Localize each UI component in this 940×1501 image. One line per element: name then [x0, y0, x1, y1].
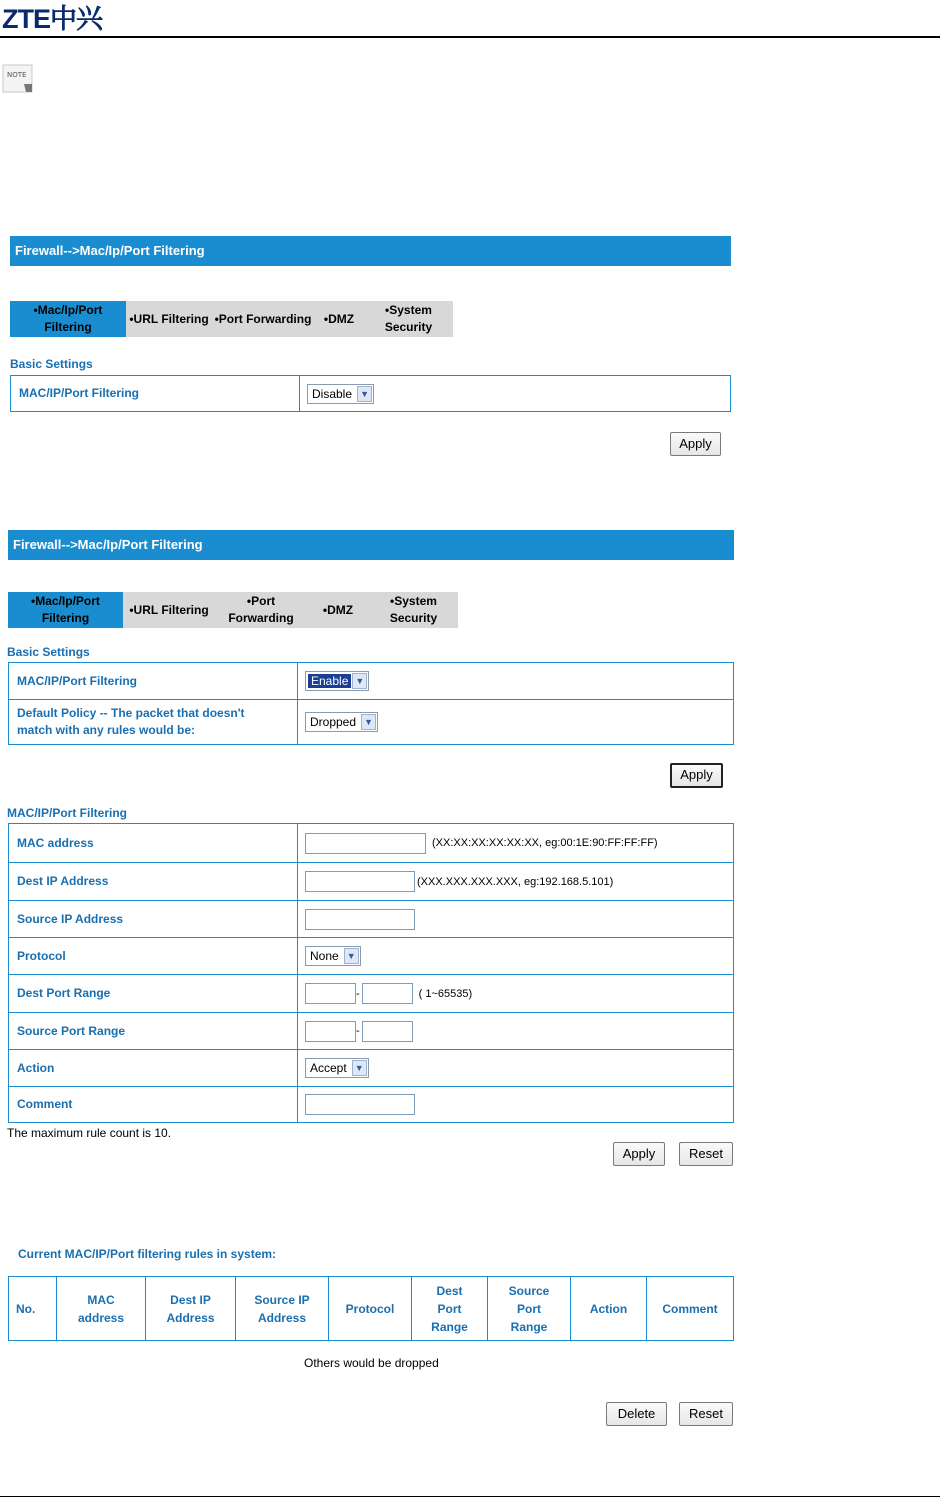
column-header-comment: Comment — [662, 1301, 718, 1316]
column-header-dest-ip: Dest IP Address — [146, 1277, 236, 1340]
source-port-end-input[interactable] — [362, 1021, 413, 1042]
filtering-select-value: Disable — [312, 386, 353, 401]
panel2-banner: Firewall-->Mac/Ip/Port Filtering — [8, 530, 734, 560]
panel1-basic-settings-table — [10, 375, 731, 412]
current-rules-title: Current MAC/IP/Port filtering rules in system: — [18, 1247, 277, 1261]
panel1-tab-bar — [10, 301, 453, 337]
delete-button[interactable]: Delete — [606, 1402, 667, 1426]
dest-port-row — [9, 974, 733, 1012]
panel2-tab-bar — [8, 592, 458, 628]
default-policy-row — [9, 699, 733, 744]
filtering-label: MAC/IP/Port Filtering — [9, 663, 298, 699]
dest-port-end-input[interactable] — [362, 983, 413, 1004]
footer-divider — [0, 1496, 940, 1497]
column-header-mac: MAC address — [57, 1277, 146, 1340]
source-ip-label: Source IP Address — [9, 901, 298, 937]
source-ip-row — [9, 900, 733, 937]
chevron-down-icon[interactable]: ▼ — [344, 948, 359, 964]
apply-rule-button[interactable]: Apply — [613, 1142, 665, 1166]
mac-address-cell — [298, 824, 733, 862]
action-row — [9, 1049, 733, 1086]
column-header-source-port: Source Port Range — [488, 1277, 571, 1340]
apply-button[interactable]: Apply — [670, 763, 723, 788]
tab-dmz[interactable]: •DMZ — [323, 311, 355, 326]
filtering-select-value: Enable — [308, 674, 351, 688]
others-dropped-note: Others would be dropped — [304, 1356, 439, 1370]
note-icon-label: NOTE — [7, 71, 27, 79]
rule-form-table — [8, 823, 734, 1123]
reset-rules-button[interactable]: Reset — [679, 1402, 733, 1426]
filtering-select[interactable] — [305, 671, 369, 691]
source-port-start-input[interactable] — [305, 1021, 356, 1042]
protocol-label: Protocol — [9, 938, 298, 974]
protocol-select[interactable] — [305, 946, 361, 966]
default-policy-select[interactable] — [305, 712, 378, 732]
filtering-row — [9, 663, 733, 699]
panel1-banner: Firewall-->Mac/Ip/Port Filtering — [10, 236, 731, 266]
dest-port-start-input[interactable] — [305, 983, 356, 1004]
chevron-down-icon[interactable]: ▼ — [361, 714, 376, 730]
dest-ip-row — [9, 862, 733, 900]
column-header-protocol: Protocol — [329, 1277, 412, 1340]
tab-port-forwarding[interactable]: •Port Forwarding — [214, 311, 312, 326]
action-label: Action — [9, 1050, 298, 1086]
protocol-select-value: None — [310, 949, 339, 963]
comment-input[interactable] — [305, 1094, 415, 1115]
panel2-basic-settings-table — [8, 662, 734, 745]
basic-settings-title: Basic Settings — [7, 645, 90, 659]
dest-ip-cell — [298, 863, 733, 900]
comment-label: Comment — [9, 1087, 298, 1122]
mac-address-row — [9, 824, 733, 862]
tab-mac-ip-port-filtering[interactable]: •Mac/Ip/Port Filtering — [8, 592, 123, 628]
source-ip-cell — [298, 901, 733, 937]
column-header-action: Action — [571, 1277, 647, 1340]
zte-logo: ZTE中兴 — [2, 4, 102, 34]
action-cell — [298, 1050, 733, 1086]
default-policy-select-value: Dropped — [310, 715, 357, 729]
dest-port-label: Dest Port Range — [9, 975, 298, 1012]
note-icon — [2, 64, 34, 94]
filtering-row — [11, 376, 730, 411]
comment-row — [9, 1086, 733, 1122]
mac-address-input[interactable] — [305, 833, 426, 854]
port-range-hint: ( 1~65535) — [418, 987, 473, 1000]
filtering-label: MAC/IP/Port Filtering — [11, 376, 300, 411]
source-port-row — [9, 1012, 733, 1049]
mac-address-label: MAC address — [9, 824, 298, 862]
source-port-label: Source Port Range — [9, 1013, 298, 1049]
header-divider — [0, 36, 940, 38]
dest-ip-input[interactable] — [305, 871, 415, 892]
chevron-down-icon[interactable]: ▼ — [352, 1060, 367, 1076]
tab-url-filtering[interactable]: •URL Filtering — [129, 311, 209, 326]
dest-ip-hint: (XXX.XXX.XXX.XXX, eg:192.168.5.101) — [417, 875, 614, 888]
column-header-no: No. — [9, 1277, 57, 1340]
protocol-row — [9, 937, 733, 974]
default-policy-label: Default Policy -- The packet that doesn't match with any rules would be: — [9, 700, 298, 744]
column-header-dest-port: Dest Port Range — [412, 1277, 488, 1340]
basic-settings-title: Basic Settings — [10, 357, 93, 371]
protocol-cell — [298, 938, 733, 974]
rule-form-title: MAC/IP/Port Filtering — [7, 806, 127, 820]
tab-system-security[interactable]: •System Security — [384, 303, 433, 334]
apply-button[interactable]: Apply — [670, 432, 721, 456]
reset-form-button[interactable]: Reset — [679, 1142, 733, 1166]
default-policy-cell — [298, 700, 733, 744]
action-select[interactable] — [305, 1058, 369, 1078]
range-separator: - — [356, 1025, 360, 1037]
tab-mac-ip-port-filtering[interactable]: •Mac/Ip/Port Filtering — [10, 301, 126, 337]
filtering-cell — [298, 663, 733, 699]
column-header-source-ip: Source IP Address — [236, 1277, 329, 1340]
comment-cell — [298, 1087, 733, 1122]
current-rules-table-header — [8, 1276, 734, 1341]
dest-port-cell — [298, 975, 733, 1012]
source-port-cell — [298, 1013, 733, 1049]
filtering-cell — [300, 376, 730, 411]
tab-url-filtering[interactable]: •URL Filtering — [129, 602, 209, 617]
chevron-down-icon[interactable]: ▼ — [357, 386, 372, 402]
chevron-down-icon[interactable]: ▼ — [352, 673, 367, 689]
source-ip-input[interactable] — [305, 909, 415, 930]
tab-port-forwarding[interactable]: •Port Forwarding — [228, 594, 294, 625]
dest-ip-label: Dest IP Address — [9, 863, 298, 900]
max-rule-note: The maximum rule count is 10. — [7, 1126, 172, 1140]
action-select-value: Accept — [310, 1061, 347, 1075]
mac-address-hint: (XX:XX:XX:XX:XX:XX, eg:00:1E:90:FF:FF:FF) — [432, 837, 658, 849]
filtering-select[interactable] — [307, 384, 374, 404]
tab-system-security[interactable]: •System Security — [389, 594, 438, 625]
range-separator: - — [356, 987, 360, 1000]
tab-dmz[interactable]: •DMZ — [322, 602, 354, 617]
